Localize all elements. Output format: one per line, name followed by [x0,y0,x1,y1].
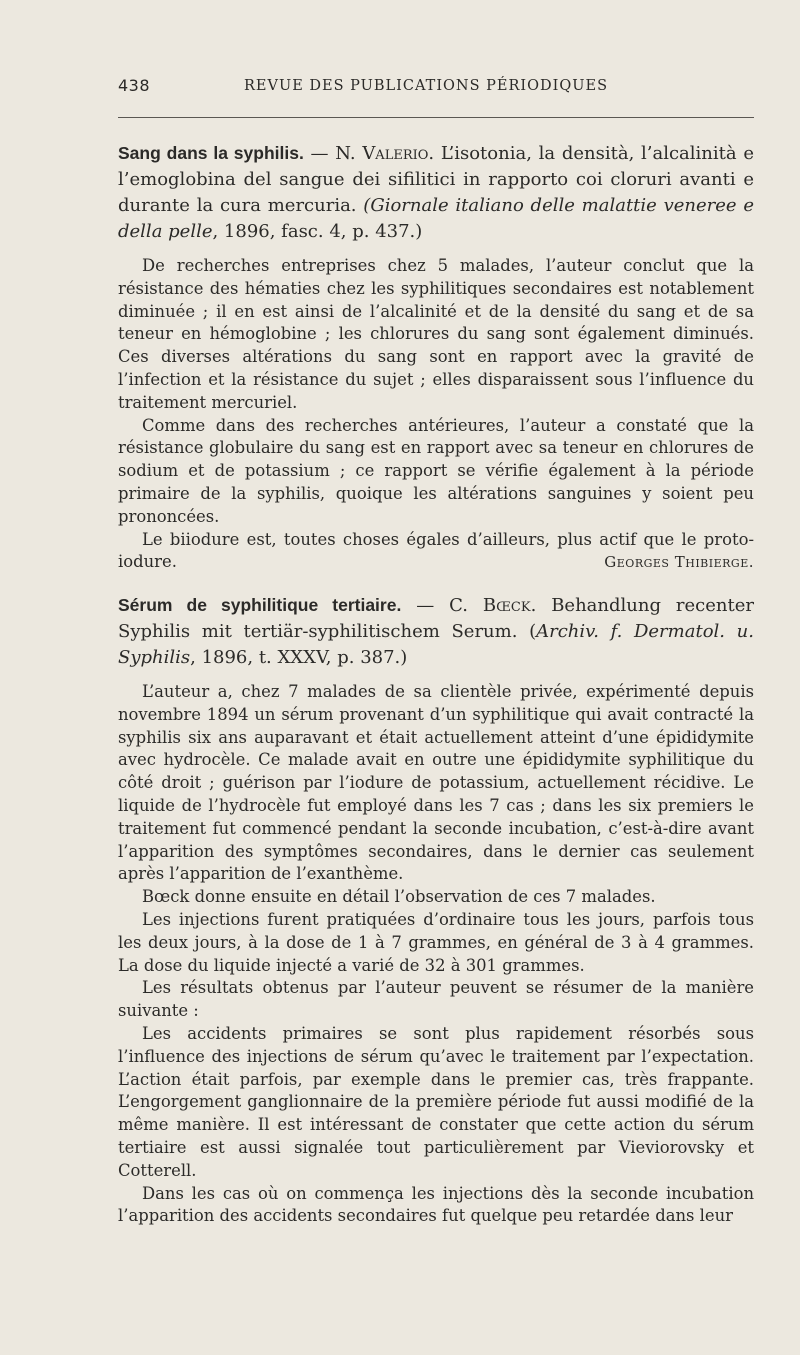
header-rule [118,117,754,118]
paragraph: Dans les cas où on commença les injections dès la seconde incubation l’apparition des accidents secondaires fut quelque peu retardée dans leur [118,1183,754,1226]
article-title: Sang dans la syphilis. [118,143,304,163]
page-header [118,76,754,100]
article-reference: Sérum de syphilitique tertiaire. — C. Bœck. Behandlung recenter Syphilis mit tertiär-syphilitischem Serum. (Archiv. f. Dermatol. u. Syphilis, 1896, t. XXXV, p. 387.) [118,595,754,668]
article-reference: Sang dans la syphilis. — N. Valerio. L’isotonia, la densità, l’alcalinità e l’emoglobina del sangue dei sifilitici in rapporto coi cloruri avanti e durante la cura mercuria. (Giornale italiano delle malattie veneree e della pelle, 1896, fasc. 4, p. 437.) [118,143,754,242]
paragraph: Les injections furent pratiquées d’ordinaire tous les jours, parfois tous les deux jours, à la dose de 1 à 7 grammes, en général de 3 à 4 grammes. La dose du liquide injecté a varié de 32 à 301 grammes. [118,909,754,975]
article-serum-syphilitique [118,592,754,1228]
article-body [118,255,754,574]
paragraph: Le biiodure est, toutes choses égales d’ailleurs, plus actif que le proto-iodure. Georges Thibierge. [118,529,754,575]
paragraph: Comme dans des recherches antérieures, l’auteur a constaté que la résistance globulaire du sang est en rapport avec sa teneur en chlorures de sodium et de potassium ; ce rapport se vérifie également à la période primaire de la syphilis, quoique les altérations sanguines y soient peu prononcées. [118,415,754,526]
journal-name: (Giornale italiano delle malattie veneree e della pelle [118,195,754,242]
article-author: Bœck [482,595,531,616]
signature: Georges Thibierge. [604,553,754,572]
paragraph: Bœck donne ensuite en détail l’observation de ces 7 malades. [142,887,656,907]
article-sang-syphilis [118,140,754,574]
paragraph: L’auteur a, chez 7 malades de sa clientèle privée, expérimenté depuis novembre 1894 un sérum provenant d’un syphilitique qui avait contracté la syphilis six ans auparavant et était actuellement atteint d’une épididymite avec hydrocèle. Ce malade avait en outre une épididymite syphilitique du côté droit ; guérison par l’iodure de potassium, actuellement récidive. Le liquide de l’hydrocèle fut employé dans les 7 cas ; dans les six premiers le traitement fut commencé pendant la seconde incubation, c’est-à-dire avant l’apparition des symptômes secondaires, dans le dernier cas seulement après l’apparition de l’exanthème. [118,682,754,884]
journal-name: Archiv. f. Dermatol. u. Syphilis [118,621,754,668]
article-author: Valerio [362,143,429,164]
running-title: REVUE DES PUBLICATIONS PÉRIODIQUES [244,78,609,94]
paragraph: Les résultats obtenus par l’auteur peuvent se résumer de la manière suivante : [118,978,754,1021]
page-number: 438 [118,76,151,95]
article-title: Sérum de syphilitique tertiaire. [118,595,402,615]
paragraph: De recherches entreprises chez 5 malades, l’auteur conclut que la résistance des hématies chez les syphilitiques secondaires est notablement diminuée ; il en est ainsi de l’alcalinité et de la densité du sang et de sa teneur en hémoglobine ; les chlorures du sang sont également diminués. Ces diverses altérations du sang sont en rapport avec la gravité de l’infection et la résistance du sujet ; elles disparaissent sous l’influence du traitement mercuriel. [118,256,754,412]
paragraph: Les accidents primaires se sont plus rapidement résorbés sous l’influence des injections de sérum qu’avec le traitement par l’expectation. L’action était parfois, par exemple dans le premier cas, très frappante. L’engorgement ganglionnaire de la première période fut aussi modifié de la même manière. Il est intéressant de constater que cette action du sérum tertiaire est aussi signalée tout particulièrement par Vieviorovsky et Cotterell. [118,1023,754,1180]
article-body [118,681,754,1228]
